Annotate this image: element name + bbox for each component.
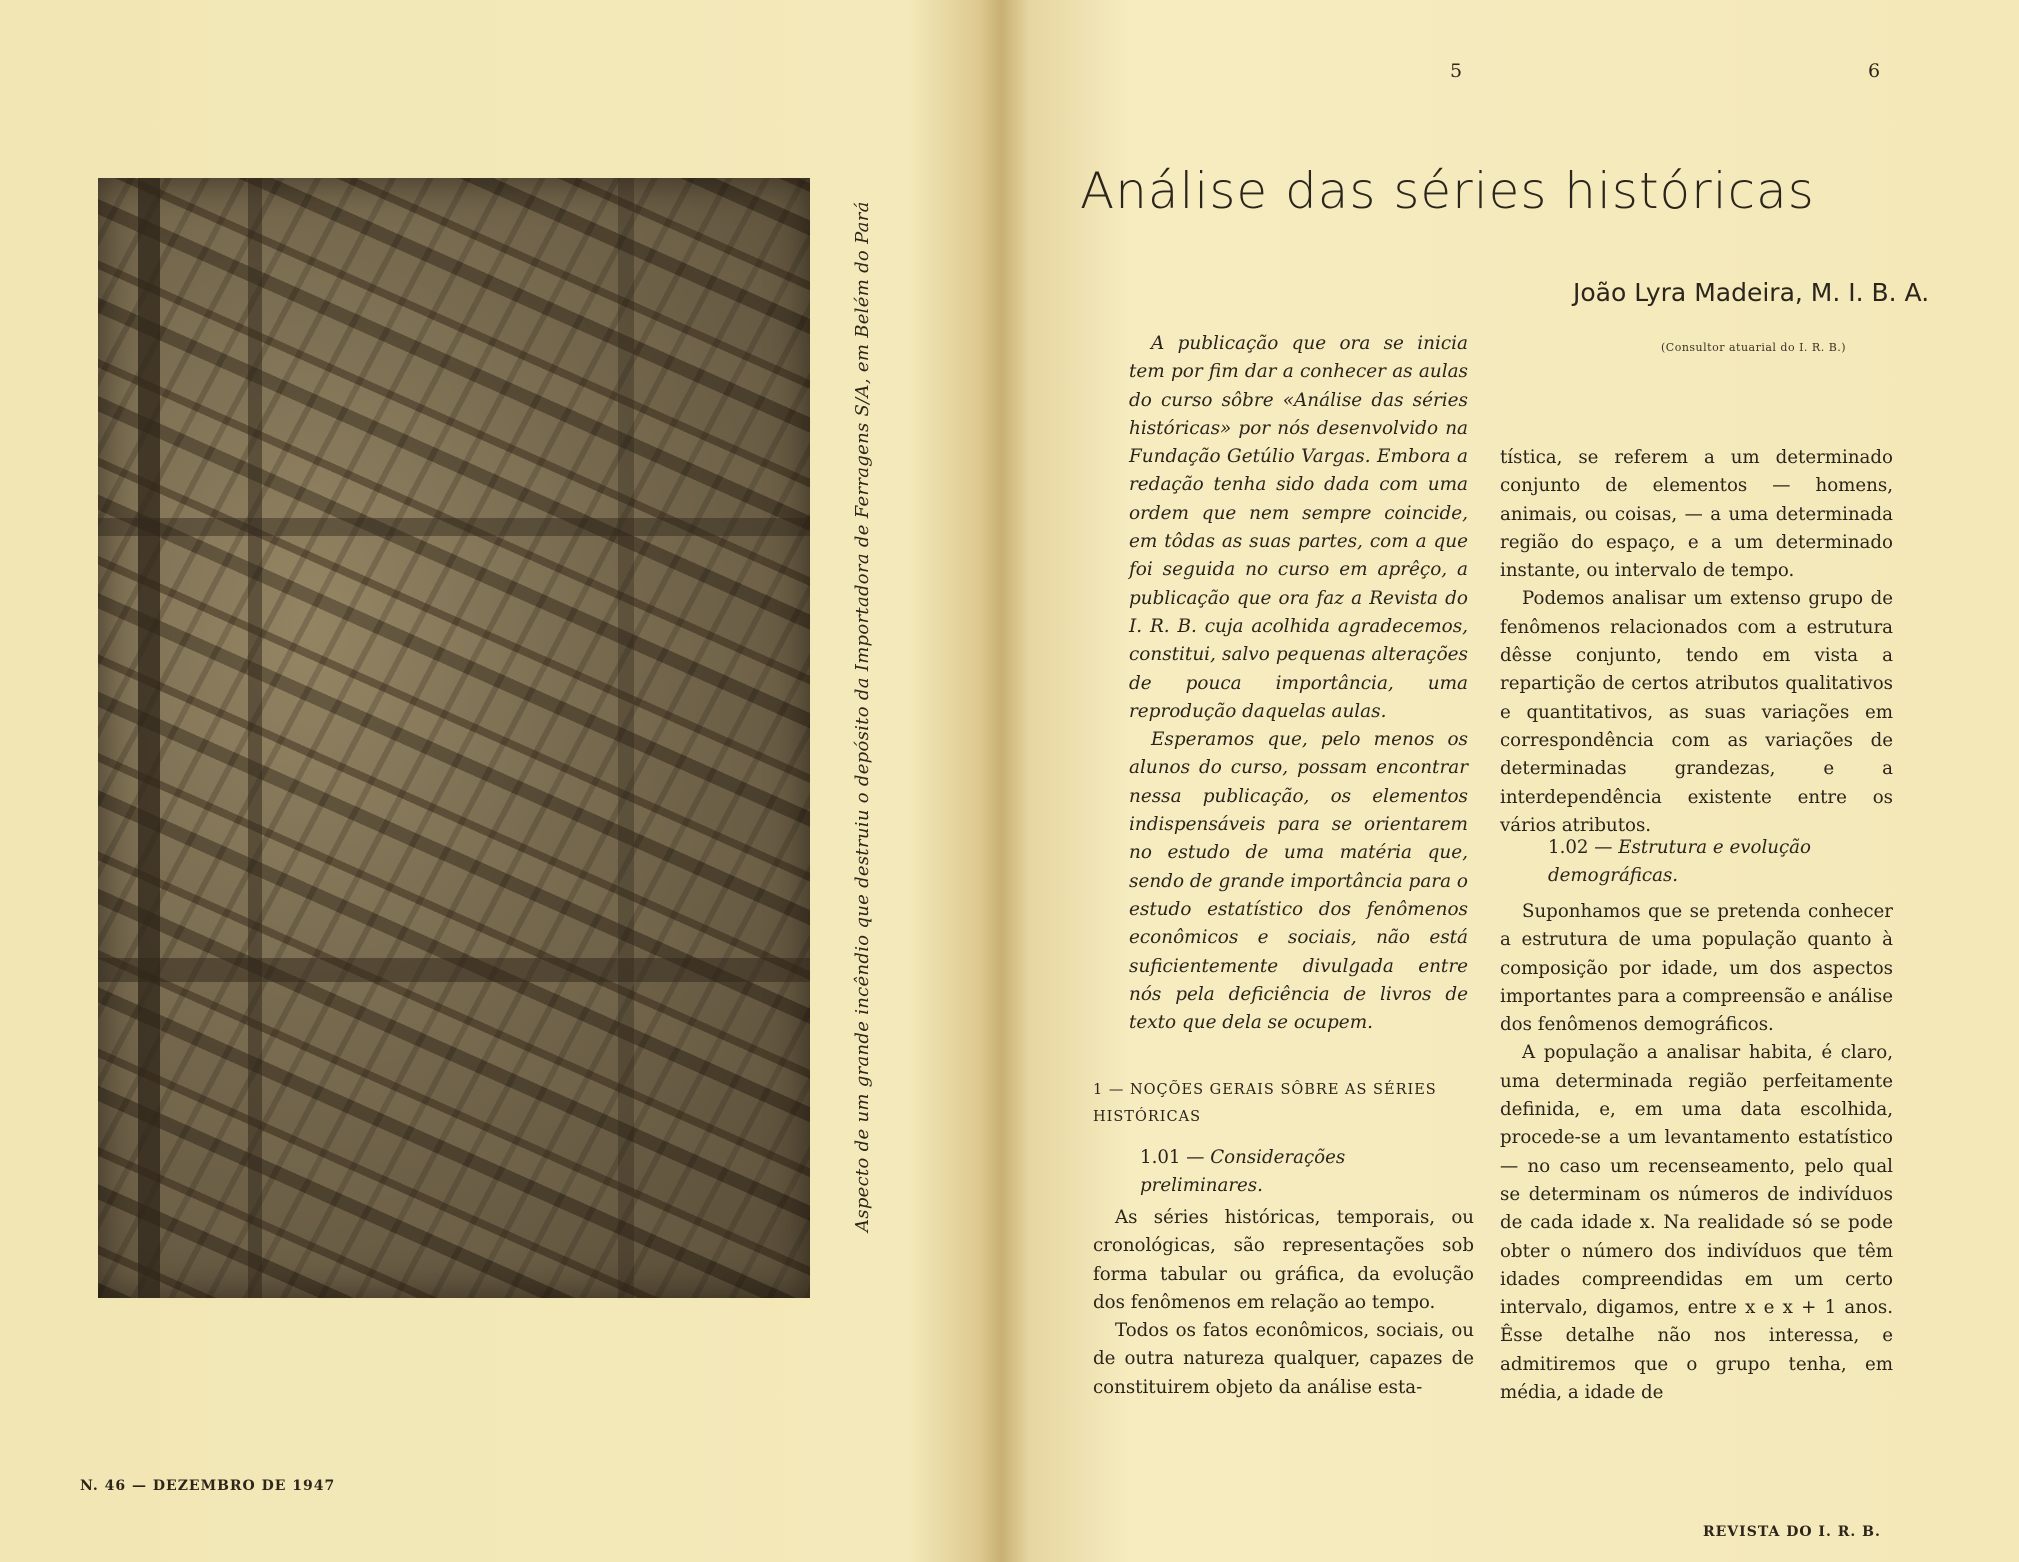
- author-affiliation: (Consultor atuarial do I. R. B.): [1661, 341, 1847, 354]
- article-author: João Lyra Madeira, M. I. B. A.: [1573, 278, 1930, 307]
- subsection-1-heading: [1140, 1144, 1470, 1200]
- intro-paragraph: A publicação que ora se inicia tem por fim dar a conhecer as aulas do curso sôbre «Análise das séries históricas» por nós desenvolvido na Fundação Getúlio Vargas. Embora a redação tenha sido dada com uma ordem que nem sempre coincide, em tôdas as suas partes, com a que foi seguida no curso em aprêço, a publicação que ora faz a Revista do I. R. B. cuja acolhida agradecemos, constitui, salvo pequenas alterações de pouca importância, uma reprodução daquelas aulas.: [1129, 333, 1468, 722]
- intro-paragraph: Esperamos que, pelo menos os alunos do curso, possam encontrar nessa publicação, os elementos indispensáveis para se orientarem no estudo de uma matéria que, sendo de grande importância para o estudo estatístico dos fenômenos econômicos e sociais, não está suficientemente divulgada entre nós pela deficiência de livros de texto que dela se ocupem.: [1129, 729, 1468, 1034]
- article-title: Análise das séries históricas: [1080, 162, 1815, 220]
- subsection-2-number: 1.02 —: [1548, 837, 1613, 858]
- journal-footer: REVISTA DO I. R. B.: [1703, 1524, 1881, 1540]
- subsection-2-title: Estrutura e evolução demográficas.: [1548, 837, 1811, 886]
- body-paragraph: A população a analisar habita, é claro, uma determinada região perfeitamente definida, e, em uma data escolhida, procede-se a um levantamento estatístico — no caso um recenseamento, pelo qual se determinam os números de indivíduos de cada idade x. Na realidade só se pode obter o número dos indivíduos que têm idades compreendidas em um certo intervalo, digamos, entre x e x + 1 anos. Êsse detalhe não nos interessa, e admitiremos que o grupo tenha, em média, a idade de: [1500, 1042, 1893, 1404]
- body-paragraph: Suponhamos que se pretenda conhecer a estrutura de uma população quanto à composição por idade, um dos aspectos importantes para a compreensão e análise dos fenômenos demográficos.: [1500, 901, 1893, 1036]
- body-paragraph: Todos os fatos econômicos, sociais, ou de outra natureza qualquer, capazes de constituirem objeto da análise esta-: [1093, 1320, 1474, 1398]
- issue-footer: N. 46 — DEZEMBRO DE 1947: [80, 1478, 336, 1494]
- body-paragraph: tística, se referem a um determinado conjunto de elementos — homens, animais, ou coisas, — a uma determinada região do espaço, e a um determinado instante, ou intervalo de tempo.: [1500, 447, 1893, 582]
- right-column-top: [1500, 444, 1893, 840]
- subsection-2-heading: [1548, 834, 1878, 890]
- subsection-1-title: Considerações preliminares.: [1140, 1147, 1346, 1196]
- intro-text: [1129, 330, 1468, 1037]
- photo-caption: Aspecto de um grande incêndio que destruiu o depósito da Importadora de Ferragens S/A, em Belém do Pará: [852, 201, 873, 1232]
- body-paragraph: As séries históricas, temporais, ou cronológicas, são representações sob forma tabular ou gráfica, da evolução dos fenômenos em relação ao tempo.: [1093, 1207, 1474, 1313]
- body-paragraph: Podemos analisar um extenso grupo de fenômenos relacionados com a estrutura dêsse conjunto, tendo em vista a repartição de certos atributos qualitativos e quantitativos, as suas variações em correspondência com as variações de determinadas grandezas, e a interdependência existente entre os vários atributos.: [1500, 588, 1893, 836]
- subsection-1-number: 1.01 —: [1140, 1147, 1205, 1168]
- right-column-text: [1500, 898, 1893, 1407]
- page-number-5: 5: [1450, 60, 1463, 82]
- page-number-6: 6: [1868, 60, 1881, 82]
- left-column-text: [1093, 1204, 1474, 1402]
- section-heading: 1 — NOÇÕES GERAIS SÔBRE AS SÉRIES HISTÓRICAS: [1093, 1082, 1437, 1125]
- fire-damage-photo: [98, 178, 810, 1298]
